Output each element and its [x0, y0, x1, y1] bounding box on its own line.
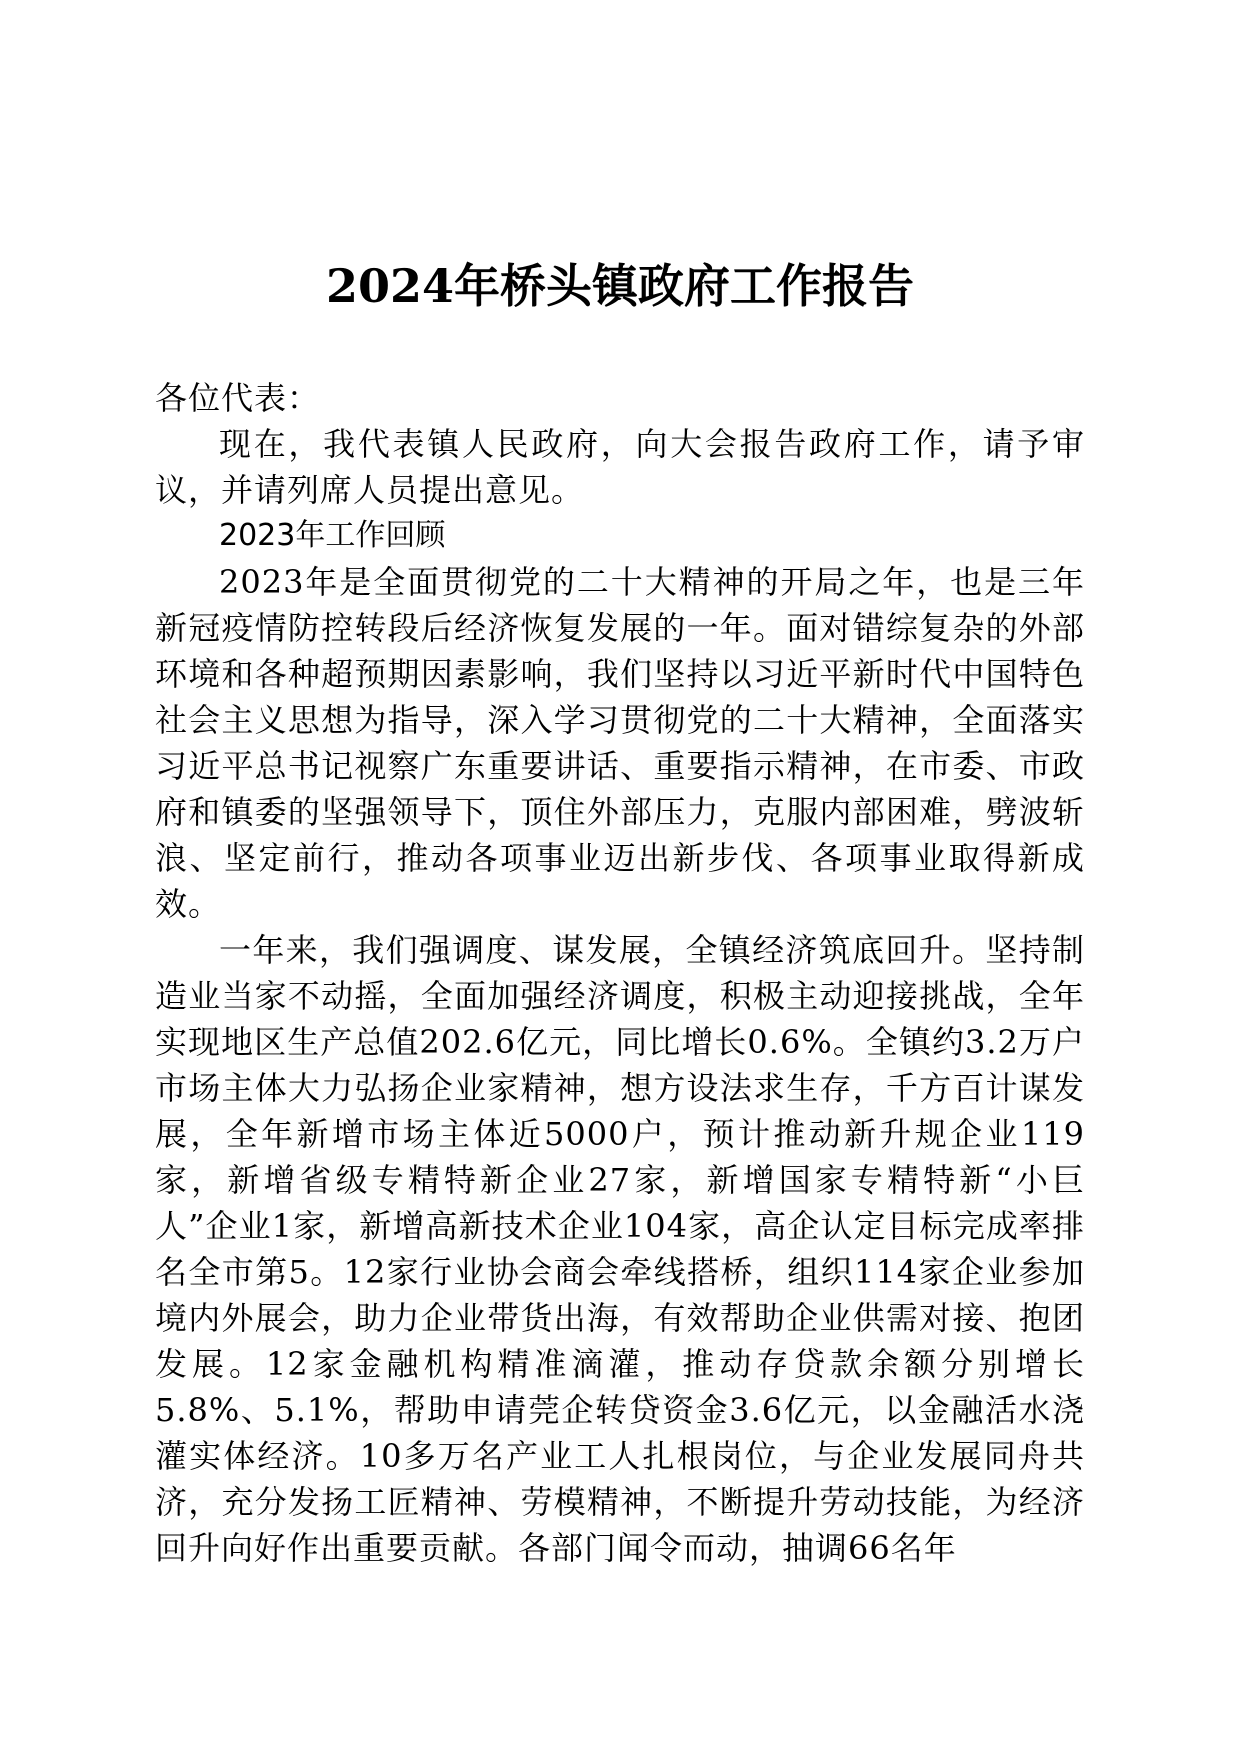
body-paragraph-1: 2023年是全面贯彻党的二十大精神的开局之年，也是三年新冠疫情防控转段后经济恢复发展的一年。面对错综复杂的外部环境和各种超预期因素影响，我们坚持以习近平新时代中国特色社会主义思想为指导，深入学习贯彻党的二十大精神，全面落实习近平总书记视察广东重要讲话、重要指示精神，在市委、市政府和镇委的坚强领导下，顶住外部压力，克服内部困难，劈波斩浪、坚定前行，推动各项事业迈出新步伐、各项事业取得新成效。 [155, 563, 1085, 923]
document-title: 2024年桥头镇政府工作报告 [325, 259, 915, 313]
section-heading: 2023年工作回顾 [219, 518, 446, 553]
salutation: 各位代表： [155, 379, 321, 417]
body-paragraph-2: 一年来，我们强调度、谋发展，全镇经济筑底回升。坚持制造业当家不动摇，全面加强经济调度，积极主动迎接挑战，全年实现地区生产总值202.6亿元，同比增长0.6%。全镇约3.2万户市场主体大力弘扬企业家精神，想方设法求生存，千方百计谋发展，全年新增市场主体近5000户，预计推动新升规企业119家，新增省级专精特新企业27家，新增国家专精特新“小巨人”企业1家，新增高新技术企业104家，高企认定目标完成率排名全市第5。12家行业协会商会牵线搭桥，组织114家企业参加境内外展会，助力企业带货出海，有效帮助企业供需对接、抱团发展。12家金融机构精准滴灌，推动存贷款余额分别增长5.8%、5.1%，帮助申请莞企转贷资金3.6亿元，以金融活水浇灌实体经济。10多万名产业工人扎根岗位，与企业发展同舟共济，充分发扬工匠精神、劳模精神，不断提升劳动技能，为经济回升向好作出重要贡献。各部门闻令而动，抽调66名年 [155, 931, 1085, 1567]
document-body [155, 375, 1085, 1571]
intro-paragraph: 现在，我代表镇人民政府，向大会报告政府工作，请予审议，并请列席人员提出意见。 [155, 425, 1085, 509]
